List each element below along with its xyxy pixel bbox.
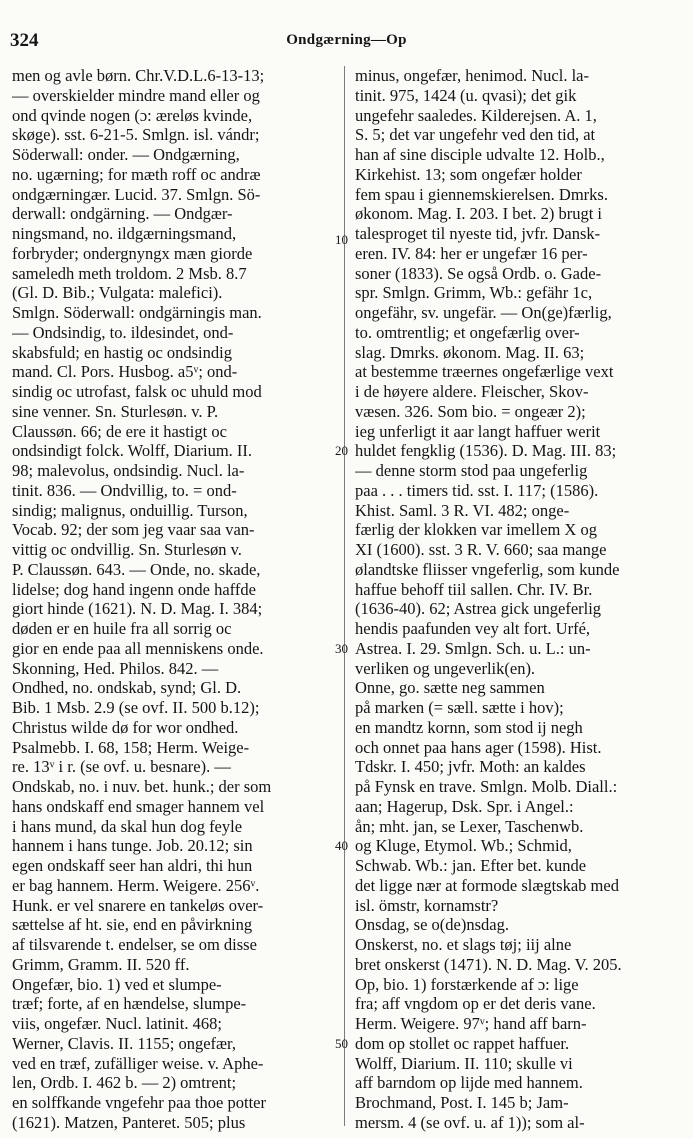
text-line: sindig oc utrofast, falsk oc uhuld mod: [12, 382, 262, 401]
text-line: vittig oc ondvillig. Sn. Sturlesøn v.: [12, 540, 242, 559]
text-line: han af sine disciple udvalte 12. Holb.,: [355, 145, 605, 164]
text-line: (1621). Matzen, Panteret. 505; plus: [12, 1112, 246, 1132]
text-line: ond qvinde nogen (ɔ: æreløs kvinde,: [12, 105, 253, 125]
text-line: Smlgn. Söderwall: ondgärningis man.: [12, 303, 262, 322]
text-line: ongefähr, sv. ungefär. — On(ge)færlig,: [355, 303, 612, 322]
text-line: S. 5; det var ungefehr ved den tid, at: [355, 125, 596, 145]
text-line: Kirkehist. 13; som ongefær holder: [355, 164, 582, 184]
text-line: sindig; malignus, onduillig. Turson,: [12, 500, 248, 520]
line-number: 40: [335, 838, 348, 853]
text-line: Onsdag, se o(de)nsdag.: [355, 915, 509, 935]
text-line: Claussøn. 66; de ere it hastigt oc: [12, 421, 227, 441]
text-line: eren. IV. 84: her er ungefær 16 per-: [355, 243, 588, 263]
page-number: 324: [10, 30, 39, 51]
text-line: ølandtske fliisser vngeferlig, som kunde: [355, 559, 620, 579]
text-line: gior en ende paa all menniskens onde.: [12, 638, 264, 658]
text-line: Khist. Saml. 3 R. VI. 482; onge-: [355, 500, 570, 520]
text-line: huldet fengklig (1536). D. Mag. III. 83;: [355, 441, 617, 461]
text-line: och onnet paa hans ager (1598). Hist.: [355, 737, 602, 757]
text-line: slag. Dmrks. økonom. Mag. II. 63;: [355, 342, 585, 362]
text-line: dom op stollet oc rappet haffuer.: [355, 1033, 570, 1053]
text-line: viis, ongefær. Nucl. latinit. 468;: [12, 1014, 222, 1033]
text-line: derwall: ondgärning. — Ondgær-: [12, 204, 233, 224]
line-number: 20: [335, 443, 348, 458]
text-line: Vocab. 92; der som jeg vaar saa van-: [12, 520, 255, 540]
text-line: — Ondsindig, to. ildesindet, ond-: [12, 322, 234, 342]
text-line: skabsfuld; en hastig oc ondsindig: [12, 342, 232, 362]
line-number: 10: [335, 232, 348, 247]
text-line: på Fynsk en trave. Smlgn. Molb. Diall.:: [355, 777, 618, 796]
text-line: sættelse af ht. sie, end en påvirkning: [12, 915, 253, 935]
text-line: forbryder; ondergnyngx mæn giorde: [12, 243, 253, 263]
text-line: Op, bio. 1) forstærkende af ɔ: lige: [355, 974, 579, 994]
text-line: Hunk. er vel snarere en tankeløs over-: [12, 895, 264, 915]
text-line: Christus wilde dø for wor ondhed.: [12, 717, 239, 737]
text-line: en solffkande vngefehr paa thoe potter: [12, 1093, 266, 1112]
text-line: spr. Smlgn. Grimm, Wb.: gefähr 1c,: [355, 283, 593, 303]
text-line: Skonning, Hed. Philos. 842. —: [12, 658, 219, 678]
text-line: tinit. 975, 1424 (u. qvasi); det gik: [355, 85, 577, 105]
text-line: Tdskr. I. 450; jvfr. Moth: an kaldes: [355, 757, 586, 777]
text-line: Ongefær, bio. 1) ved et slumpe-: [12, 974, 222, 994]
text-line: træf; forte, af en hændelse, slumpe-: [12, 994, 247, 1014]
text-line: Herm. Weigere. 97ᵛ; hand aff barn-: [355, 1014, 587, 1033]
text-line: en mandtz kornn, som stod ij negh: [355, 717, 583, 737]
text-line: Söderwall: onder. — Ondgærning,: [12, 145, 240, 164]
text-line: ieg unferligt it aar langt haffuer werit: [355, 421, 601, 441]
text-line: ungefehr saaledes. Kilderejsen. A. 1,: [355, 105, 597, 125]
text-line: lidelse; dog hand ingenn onde haffde: [12, 579, 256, 599]
text-line: egen ondskaff seer han aldri, thi hun: [12, 856, 253, 875]
text-line: paa . . . timers tid. sst. I. 117; (1586).: [355, 480, 599, 500]
text-line: 98; malevolus, ondsindig. Nucl. la-: [12, 461, 245, 480]
text-line: Wolff, Diarium. II. 110; skulle vi: [355, 1053, 573, 1073]
text-line: Werner, Clavis. II. 1155; ongefær,: [12, 1033, 237, 1053]
running-head: Ondgærning—Op: [286, 32, 407, 48]
text-line: ondgærningær. Lucid. 37. Smlgn. Sö-: [12, 184, 261, 204]
text-line: at bestemme træernes ongefærlige vext: [355, 362, 614, 382]
left-column: [12, 66, 340, 1133]
text-line: af tilsvarende t. endelser, se om disse: [12, 935, 257, 954]
text-line: skøge). sst. 6-21-5. Smlgn. isl. vándr;: [12, 125, 260, 145]
text-line: og Kluge, Etymol. Wb.; Schmid,: [355, 836, 572, 856]
text-line: len, Ordb. I. 462 b. — 2) omtrent;: [12, 1073, 237, 1093]
line-number: 30: [335, 641, 348, 656]
text-line: Onskerst, no. et slags tøj; iij alne: [355, 935, 572, 954]
text-line: P. Claussøn. 643. — Onde, no. skade,: [12, 559, 261, 579]
text-line: mand. Cl. Pors. Husbog. a5ᵛ; ond-: [12, 362, 238, 382]
text-line: væsen. 326. Som bio. = ongeær 2);: [355, 401, 586, 421]
text-line: sameledh meth troldom. 2 Msb. 8.7: [12, 263, 247, 283]
text-line: Ondskab, no. i nuv. bet. hunk.; der som: [12, 777, 272, 796]
text-line: Brochmand, Post. I. 145 b; Jam-: [355, 1093, 569, 1112]
text-line: er bag hannem. Herm. Weigere. 256ᵛ.: [12, 875, 260, 895]
text-line: Ondhed, no. ondskab, synd; Gl. D.: [12, 678, 242, 698]
text-line: — overskielder mindre mand eller og: [12, 85, 260, 105]
text-line: færlig der klokken var imellem X og: [355, 520, 597, 540]
text-line: Schwab. Wb.: jan. Efter bet. kunde: [355, 856, 587, 875]
text-line: men og avle børn. Chr.V.D.L.6-13-13;: [12, 66, 265, 85]
text-line: aan; Hagerup, Dsk. Spr. i Angel.:: [355, 796, 574, 816]
text-line: i de høyere aldere. Fleischer, Skov-: [355, 382, 589, 401]
text-line: økonom. Mag. I. 203. I bet. 2) brugt i: [355, 204, 603, 224]
text-line: bret onskerst (1471). N. D. Mag. V. 205.: [355, 954, 622, 974]
text-line: Astrea. I. 29. Smlgn. Sch. u. L.: un-: [355, 638, 591, 658]
column-divider: [344, 66, 345, 1126]
text-line: talesproget til nyeste tid, jvfr. Dansk-: [355, 224, 601, 243]
text-line: ån; mht. jan, se Lexer, Taschenwb.: [355, 816, 584, 836]
text-line: tinit. 836. — Ondvillig, to. = ond-: [12, 480, 237, 500]
text-line: no. ugærning; for mæth roff oc andræ: [12, 164, 261, 184]
text-line: sine venner. Sn. Sturlesøn. v. P.: [12, 401, 219, 421]
text-line: to. omtrentlig; et ongefærlig over-: [355, 322, 580, 342]
text-line: ved en træf, zufälliger weise. v. Aphe-: [12, 1053, 264, 1073]
text-line: Psalmebb. I. 68, 158; Herm. Weige-: [12, 737, 250, 757]
text-line: isl. ömstr, kornamstr?: [355, 895, 499, 915]
right-column: [355, 66, 685, 1133]
text-line: døden er en huile fra all sorrig oc: [12, 619, 232, 638]
text-line: — denne storm stod paa ungeferlig: [355, 461, 588, 480]
text-line: fem spau i giennemskierelsen. Dmrks.: [355, 184, 608, 204]
text-line: (Gl. D. Bib.; Vulgata: malefici).: [12, 283, 223, 303]
text-line: det ligge nær at formode slægtskab med: [355, 875, 619, 895]
text-line: aff barndom op lijde med hannem.: [355, 1073, 583, 1093]
text-line: mersm. 4 (se ovf. u. af 1)); som al-: [355, 1112, 585, 1132]
text-line: (1636-40). 62; Astrea gick ungeferlig: [355, 599, 602, 619]
text-line: soner (1833). Se også Ordb. o. Gade-: [355, 263, 602, 283]
text-line: Grimm, Gramm. II. 520 ff.: [12, 954, 190, 974]
text-line: hans ondskaff end smager hannem vel: [12, 796, 265, 816]
text-line: fra; aff vngdom op er det deris vane.: [355, 994, 596, 1014]
text-line: hannem i hans tunge. Job. 20.12; sin: [12, 836, 253, 856]
text-line: re. 13ᵛ i r. (se ovf. u. besnare). —: [12, 757, 231, 777]
text-line: på marken (= sæll. sætte i hov);: [355, 698, 564, 717]
text-line: verliken og ungeverlik(en).: [355, 658, 536, 678]
text-line: XI (1600). sst. 3 R. V. 660; saa mange: [355, 540, 607, 559]
text-line: ningsmand, no. ildgærningsmand,: [12, 224, 237, 243]
text-line: ondsindigt folck. Wolff, Diarium. II.: [12, 441, 253, 461]
line-number: 50: [335, 1036, 348, 1051]
text-line: haffue behoff tiil sallen. Chr. IV. Br.: [355, 579, 593, 599]
text-line: giort hinde (1621). N. D. Mag. I. 384;: [12, 599, 263, 619]
text-line: hendis paafunden vey alt fort. Urfé,: [355, 619, 591, 638]
text-line: Bib. 1 Msb. 2.9 (se ovf. II. 500 b.12);: [12, 698, 260, 717]
text-line: Onne, go. sætte neg sammen: [355, 678, 545, 698]
text-line: minus, ongefær, henimod. Nucl. la-: [355, 66, 589, 85]
text-line: i hans mund, da skal hun dog feyle: [12, 816, 243, 836]
